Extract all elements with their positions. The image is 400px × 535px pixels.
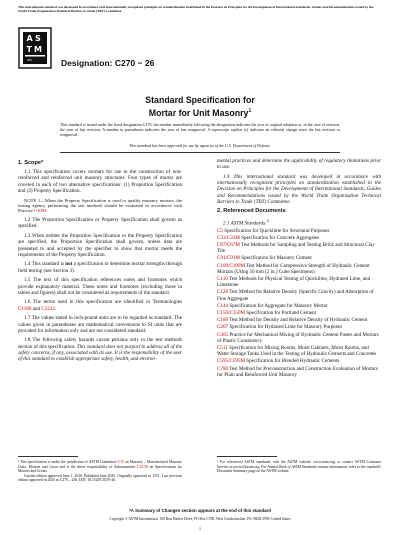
astm-standards-footnote-marker: 2 (266, 217, 269, 223)
fn1-b: on Masonry – Manufactured Masonry Units, Mortars and Grout and is the direct responsibility of Subcommittee (18, 460, 182, 469)
reference-title: Specification for Hydrated Lime for Masonry Purposes (228, 324, 342, 331)
reference-list (217, 228, 381, 378)
fn2-b: volume information, refer to the standard's Document Summary page on the ASTM website. (217, 464, 381, 474)
document-title (0, 95, 400, 119)
fn2-italic: Annual Book of ASTM Standards (267, 464, 317, 469)
fn1-a: ¹ This specification is under the jurisdiction of ASTM Committee (18, 460, 118, 464)
para-1-4-bold: not (65, 261, 73, 268)
reference-item (217, 366, 381, 378)
link-c15[interactable]: C15 (117, 460, 124, 464)
para-1-6-b: and (31, 305, 42, 312)
svg-text:S: S (35, 34, 41, 43)
reference-title: Test Methods for Sampling and Testing Brick and Structural Clay Tile (217, 241, 375, 255)
reference-code-link[interactable]: C128 (217, 289, 229, 296)
reference-item (217, 303, 381, 309)
reference-title: Practice for Mechanical Mixing of Hydraulic Cement Pastes and Mortars of Plastic Consistency (217, 331, 379, 344)
para-1-8-caveat: This standard does not purport to address all of the safety concerns, if any, associated with its use. It is the responsibility of the user of this standard to establish appropriate safety, health, and environ- (18, 343, 182, 363)
reference-code-link[interactable]: C91/C91M (217, 255, 240, 262)
footnote-2 (217, 460, 381, 474)
reference-code-link[interactable]: C144 (217, 302, 229, 309)
link-c1093[interactable]: C1093 (33, 208, 47, 214)
para-1-1: 1.1 This specification covers mortars for use in the construction of non-reinforced and reinforced unit masonry structures. Four types of mortar are covered in each of two alternative specifications: (1) Proportion Specification and (2) Property Specification. (18, 169, 182, 194)
para-1-3: 1.3 When neither the Proportion Specification or the Property Specification are specified, the Proportion Specification shall govern, unless data are presented to and accepted by the specifier to show that mortar meets the requirements of the Property Specification. (18, 233, 182, 258)
fn2-a: ² For referenced ASTM standards, visit the ASTM website, www.astm.org, or contact ASTM Customer Service at service@astm.org. For (217, 460, 381, 469)
reference-title: Specification for Masonry Cement (239, 255, 312, 262)
para-1-8-continued: mental practices and determine the applicability of regulatory limitations prior to use. (217, 158, 381, 171)
reference-item (217, 235, 381, 241)
reference-code-link[interactable]: C188 (217, 317, 229, 324)
title-line-1: Standard Specification for (145, 95, 255, 105)
reference-item (217, 276, 381, 288)
summary-of-changes-note: *A Summary of Changes section appears at the end of this standard (129, 508, 271, 513)
footnote-divider-right (217, 456, 277, 457)
reference-title: Test Methods for Physical Testing of Quicklime, Hydrated Lime, and Limestone (217, 275, 371, 289)
standard-issue-note: This standard is issued under the fixed designation C270; the number immediately following the designation indicates the year of original adoption or, in the case of revision, the year of last revision. A number in parentheses indicates the year of last reapproval. A superscript epsilon (ε) indicates an editorial change since the last revision or reapproval. (60, 122, 340, 137)
link-c1180[interactable]: C1180 (18, 305, 32, 312)
para-1-4-a: 1.4 This standard is (24, 261, 66, 268)
reference-item (217, 345, 381, 357)
reference-title: Test Method for Relative Density (Specific Gravity) and Absorption of Fine Aggregate (217, 289, 374, 302)
para-1-7: 1.7 The values stated in inch-pound units are to be regarded as standard. The values given in parentheses are mathematical conversions to SI units that are provided for information only and are not considered standard. (18, 315, 182, 334)
para-1-8-a: 1.8 The following safety hazards caveat pertains only to the test methods section of this specification: (18, 337, 182, 350)
reference-code-link[interactable]: C150/C150M (217, 309, 246, 316)
designation: Designation: C270 − 26 (61, 58, 155, 68)
reference-item (217, 317, 381, 323)
reference-item (217, 228, 381, 234)
reference-code-link[interactable]: C5 (217, 227, 223, 234)
reference-item (217, 255, 381, 261)
note-1 (18, 198, 182, 214)
svg-text:A: A (26, 34, 33, 43)
left-column (18, 158, 182, 366)
reference-code-link[interactable]: C780 (217, 365, 229, 372)
reference-code-link[interactable]: C110 (217, 275, 228, 282)
reference-title: Test Method for Preconstruction and Construction Evaluation of Mortars for Plain and Reinforced Unit Masonry (217, 365, 378, 378)
reference-code-link[interactable]: C33/C33M (217, 234, 240, 241)
svg-text:T: T (26, 45, 32, 54)
para-1-6-c: . (54, 305, 57, 312)
para-1-6-a: 1.6 The terms used in this specification are identified in Terminologies (24, 299, 182, 306)
reference-code-link[interactable]: C305 (217, 331, 229, 338)
reference-code-link[interactable]: C511 (217, 344, 228, 351)
reference-code-link[interactable]: C207 (217, 324, 229, 331)
page-number: 1 (198, 526, 202, 531)
reference-title: Specification for Portland Cement (245, 309, 317, 316)
title-line-2: Mortar for Unit Masonry (148, 107, 249, 118)
reference-title: Specification for Aggregate for Masonry Mortar (228, 302, 328, 309)
note-1-end: . (46, 208, 48, 214)
section-referenced-documents-title: 2. Referenced Documents (217, 208, 286, 215)
fn1-c: on Specifications for Mortars and Grouts. (18, 464, 182, 474)
footnote-1 (18, 460, 182, 483)
right-column (217, 158, 381, 379)
dod-approval-note: This standard has been approved for use by agencies of the U.S. Department of Defense. (129, 143, 271, 148)
title-footnote-marker: 1 (248, 108, 252, 114)
reference-title: Specification for Mixing Rooms, Moist Cabinets, Moist Rooms, and Water Storage Tanks Used in the Testing of Hydraulic Cements and Concretes (217, 344, 377, 358)
para-1-6 (18, 299, 182, 311)
reference-code-link[interactable]: C595/C595M (217, 358, 246, 365)
wto-notice: This international standard was developed in accordance with internationally recognized principles on standardization established in the Decision on Principles for the Development of International Standards, Guides and Recommendations issued by the World Trade Organization Technical Barriers to Trade (TBT) Committee. (18, 5, 374, 14)
link-c15-30[interactable]: C15.30 (137, 464, 148, 469)
para-1-4-c: a specification to determine mortar strengths through field testing (see Section 3). (18, 261, 182, 274)
reference-title: Specification for Blended Hydraulic Cements (245, 358, 340, 365)
reference-title: Specification for Concrete Aggregates (239, 234, 320, 241)
reference-title: Test Method for Density and Relative Density of Hydraulic Cement (228, 317, 368, 324)
reference-item (217, 263, 381, 275)
para-1-2: 1.2 The Proportion Specification or Property Specification shall govern as specified. (18, 217, 182, 230)
reference-item (217, 358, 381, 364)
para-1-5: 1.5 The text of this specification references notes and footnotes which provide explanatory material. These notes and footnotes (excluding those in tables and figures) shall not be considered as requirements of the standard. (18, 277, 182, 296)
astm-logo-icon (18, 27, 52, 69)
reference-item (217, 289, 381, 301)
reference-item (217, 332, 381, 344)
svg-text:INTL: INTL (27, 59, 33, 62)
note-1-text: NOTE 1—When the Property Specification is used to qualify masonry mortars, the testing agency performing the test methods should be evaluated in accordance with Practice (18, 197, 182, 214)
astm-standards-label (217, 218, 381, 227)
svg-text:M: M (34, 45, 42, 54)
reference-code-link[interactable]: C67/C67M (217, 241, 240, 248)
reference-item (217, 324, 381, 330)
link-c1232[interactable]: C1232 (41, 305, 55, 312)
reference-title: Specification for Quicklime for Structural Purposes (222, 227, 330, 234)
fn1-edition: Current edition approved June 1, 2026. Published June 2026. Originally approved in 1951. Last previous edition approved in 2025 as C270 – 25b. DOI: 10.1520/C0270-26. (18, 473, 182, 483)
reference-title: Test Method for Compressive Strength of Hydraulic Cement Mortars (Using 50 mm [2 in.] Cube Specimens) (217, 262, 370, 275)
reference-item (217, 310, 381, 316)
header-divider (60, 152, 340, 153)
reference-code-link[interactable]: C109/C109M (217, 262, 246, 269)
para-1-9: 1.9 This international standard was developed in accordance with internationally recognized principles on standardization established in the Decision on Principles for the Development of International Standards, Guides and Recommendations issued by the World Trade Organization Technical Barriers to Trade (TBT) Committee. (217, 173, 381, 205)
copyright-line: Copyright © ASTM International, 100 Barr Harbor Drive, PO Box C700, West Conshohocken, PA 19428-2959. United States (109, 517, 291, 521)
para-1-4 (18, 261, 182, 273)
reference-item (217, 242, 381, 254)
section-scope-title: 1. Scope* (18, 160, 44, 166)
footnote-divider-left (18, 456, 78, 457)
astm-standards-text: 2.1 ASTM Standards: (223, 220, 267, 227)
para-1-8 (18, 337, 182, 362)
